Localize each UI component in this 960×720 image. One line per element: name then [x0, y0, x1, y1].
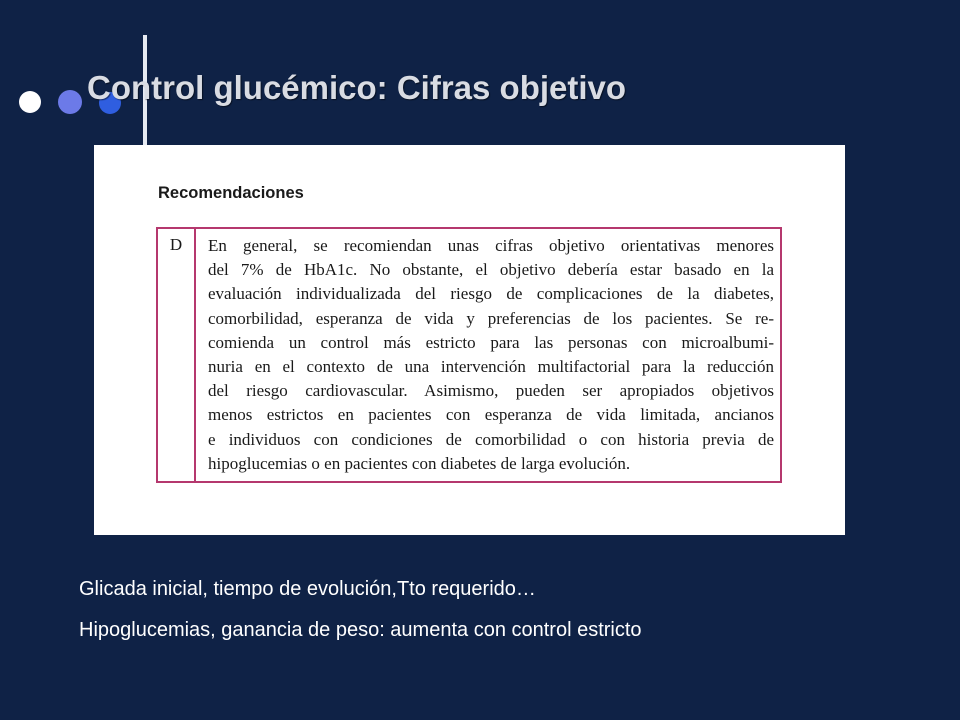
- recommendation-text: [208, 234, 774, 476]
- recommendation-panel: [94, 145, 845, 535]
- recommendation-line: evaluación individualizada del riesgo de complicaciones de la diabetes,: [208, 284, 774, 304]
- recommendation-line: menos estrictos en pacientes con esperanza de vida limitada, ancianos: [208, 405, 774, 425]
- recommendation-line: e individuos con condiciones de comorbilidad o con historia previa de: [208, 429, 774, 449]
- recommendation-line: del 7% de HbA1c. No obstante, el objetivo debería estar basado en la: [208, 260, 774, 280]
- slide-title: Control glucémico: Cifras objetivo: [87, 69, 627, 106]
- bullet-text: Glicada inicial, tiempo de evolución,Tto requerido…: [79, 578, 536, 600]
- white-bullet-dot-icon: [19, 91, 41, 113]
- recommendation-box: [156, 227, 782, 483]
- recommendation-line: del riesgo cardiovascular. Asimismo, pueden ser apropiados objetivos: [208, 381, 774, 401]
- grade-label: D: [158, 229, 196, 481]
- recommendation-line: comienda un control más estricto para las personas con microalbumi-: [208, 332, 774, 352]
- bullet-text: Hipoglucemias, ganancia de peso: aumenta con control estricto: [79, 619, 642, 641]
- recommendation-line: En general, se recomiendan unas cifras objetivo orientativas menores: [208, 236, 774, 255]
- recommendation-line: hipoglucemias o en pacientes con diabetes de larga evolución.: [208, 453, 631, 473]
- recommendation-line: nuria en el contexto de una intervención multifactorial para la reducción: [208, 356, 774, 376]
- panel-heading: Recomendaciones: [158, 184, 304, 202]
- recommendation-line: comorbilidad, esperanza de vida y preferencias de los pacientes. Se re-: [208, 308, 774, 328]
- lavender-bullet-dot-icon: [58, 90, 82, 114]
